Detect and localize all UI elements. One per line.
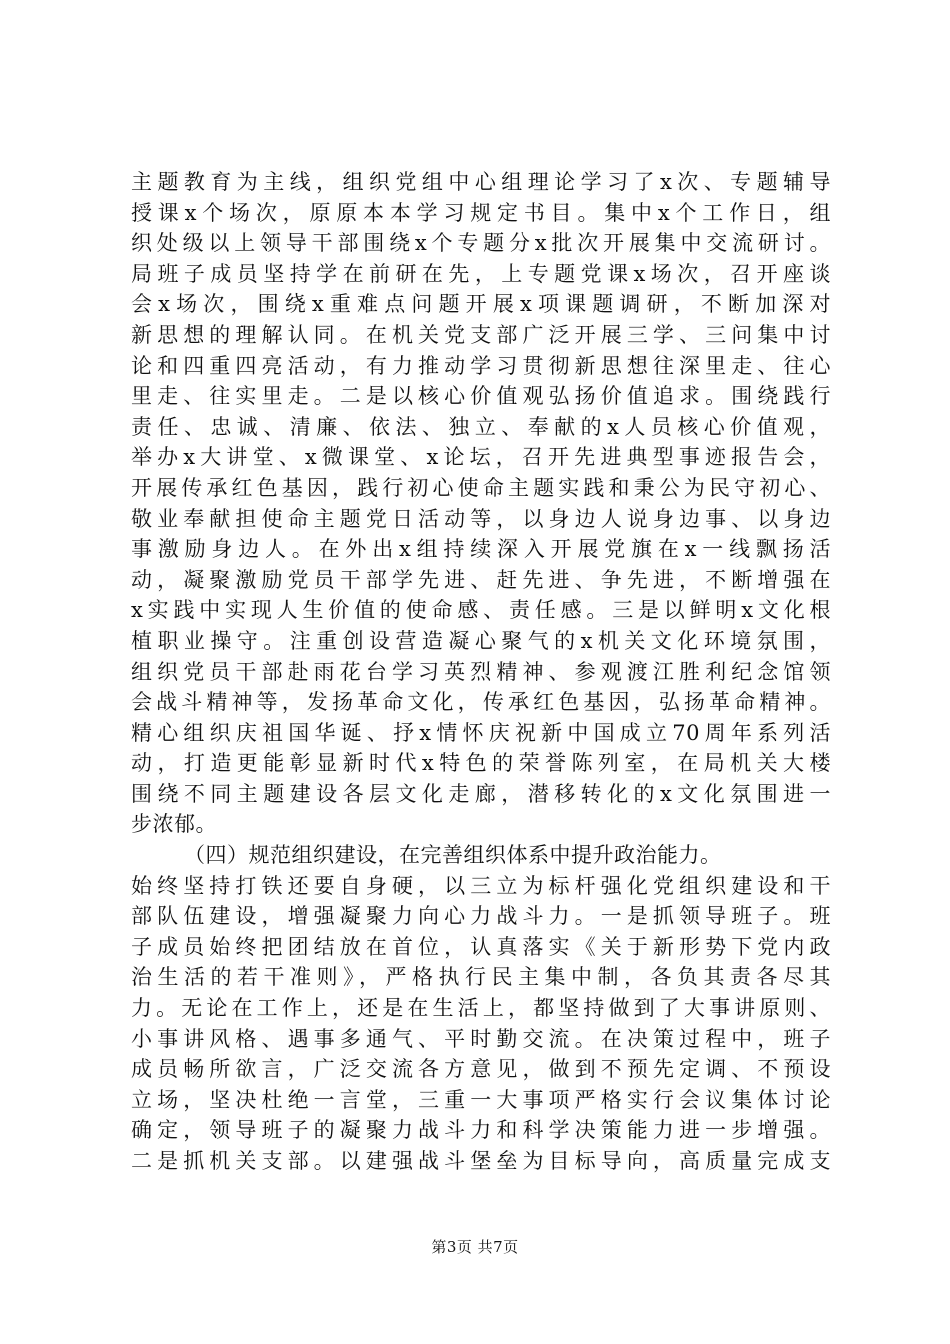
text-line: 织处级以上领导干部围绕x个专题分x批次开展集中交流研讨。	[131, 231, 831, 256]
text-line: 开展传承红色基因，践行初心使命主题实践和秉公为民守初心、	[131, 475, 831, 500]
text-line: 部队伍建设，增强凝聚力向心力战斗力。一是抓领导班子。班	[131, 904, 831, 929]
text-line: 举办x大讲堂、x微课堂、x论坛，召开先进典型事迹报告会，	[131, 445, 831, 470]
text-line: 局班子成员坚持学在前研在先，上专题党课x场次，召开座谈	[131, 261, 831, 286]
text-line: 责任、忠诚、清廉、依法、独立、奉献的x人员核心价值观，	[131, 414, 831, 439]
text-line: 主题教育为主线，组织党组中心组理论学习了x次、专题辅导	[131, 170, 831, 194]
text-line: 二是抓机关支部。以建强战斗堡垒为目标导向，高质量完成支	[131, 1149, 831, 1173]
text-line: 确定，领导班子的凝聚力战斗力和科学决策能力进一步增强。	[131, 1118, 831, 1143]
text-line: 精心组织庆祖国华诞、抒x情怀庆祝新中国成立70周年系列活	[131, 720, 831, 745]
body-text	[131, 167, 831, 1177]
text-line: 会x场次，围绕x重难点问题开展x项课题调研，不断加深对	[131, 292, 831, 317]
text-line: 力。无论在工作上，还是在生活上，都坚持做到了大事讲原则、	[131, 996, 831, 1021]
text-line: 步浓郁。	[131, 812, 217, 837]
text-line: 里走、往实里走。二是以核心价值观弘扬价值追求。围绕践行	[131, 384, 831, 409]
text-line: 授课x个场次，原原本本学习规定书目。集中x个工作日，组	[131, 200, 831, 225]
text-line: 新思想的理解认同。在机关党支部广泛开展三学、三问集中讨	[131, 322, 831, 347]
text-line: 围绕不同主题建设各层文化走廊，潜移转化的x文化氛围进一	[131, 781, 831, 806]
text-line: 组织党员干部赴雨花台学习英烈精神、参观渡江胜利纪念馆领	[131, 659, 831, 684]
text-line: 敬业奉献担使命主题党日活动等，以身边人说身边事、以身边	[131, 506, 831, 531]
text-line: 植职业操守。注重创设营造凝心聚气的x机关文化环境氛围，	[131, 628, 831, 653]
text-line: 事激励身边人。在外出x组持续深入开展党旗在x一线飘扬活	[131, 537, 831, 562]
page-number-footer: 第3页 共7页	[431, 1238, 519, 1256]
section-heading: （四）规范组织建设，在完善组织体系中提升政治能力。	[184, 843, 722, 868]
text-line: x实践中实现人生价值的使命感、责任感。三是以鲜明x文化根	[131, 598, 831, 623]
text-line: 小事讲风格、遇事多通气、平时勤交流。在决策过程中，班子	[131, 1026, 831, 1051]
text-line: 子成员始终把团结放在首位，认真落实《关于新形势下党内政	[131, 934, 831, 959]
text-line: 动，打造更能彰显新时代x特色的荣誉陈列室，在局机关大楼	[131, 751, 831, 776]
text-line: 成员畅所欲言，广泛交流各方意见，做到不预先定调、不预设	[131, 1057, 831, 1082]
text-line: 会战斗精神等，发扬革命文化，传承红色基因，弘扬革命精神。	[131, 690, 831, 715]
text-line: 治生活的若干准则》，严格执行民主集中制，各负其责各尽其	[131, 965, 831, 990]
text-line: 立场，坚决杜绝一言堂，三重一大事项严格实行会议集体讨论	[131, 1087, 831, 1112]
text-line: 动，凝聚激励党员干部学先进、赶先进、争先进，不断增强在	[131, 567, 831, 592]
text-line: 论和四重四亮活动，有力推动学习贯彻新思想往深里走、往心	[131, 353, 831, 378]
text-line: 始终坚持打铁还要自身硬，以三立为标杆强化党组织建设和干	[131, 873, 831, 898]
